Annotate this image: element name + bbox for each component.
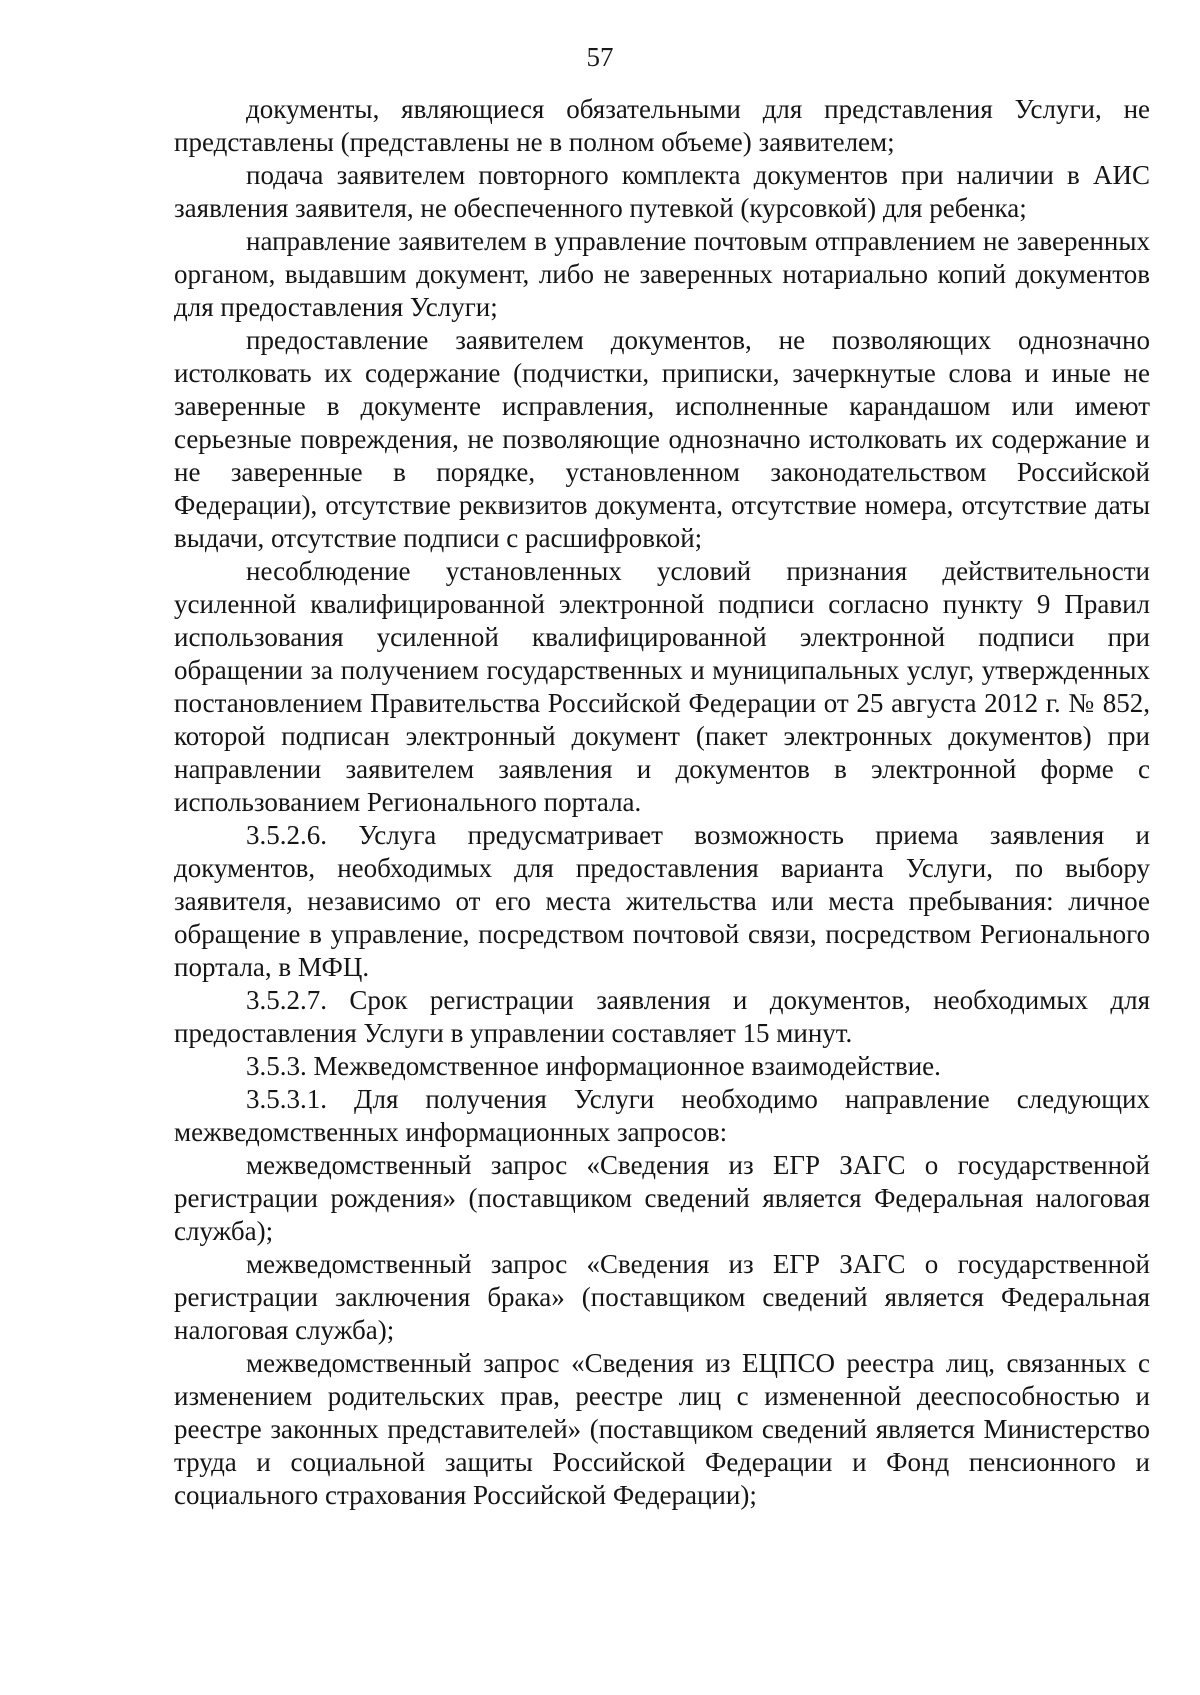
document-body: [174, 93, 1150, 1512]
paragraph: межведомственный запрос «Сведения из ЕЦПСО реестра лиц, связанных с изменением родительских прав, реестре лиц с измененной дееспособностью и реестре законных представителей» (поставщиком сведений является Министерство труда и социальной защиты Российской Федерации и Фонд пенсионного и социального страхования Российской Федерации);: [174, 1348, 1150, 1510]
paragraph: 3.5.3.1. Для получения Услуги необходимо направление следующих межведомственных информационных запросов:: [174, 1084, 1150, 1147]
paragraph: 3.5.3. Межведомственное информационное взаимодействие.: [246, 1051, 941, 1081]
page-number: 57: [586, 42, 614, 72]
paragraph: 3.5.2.6. Услуга предусматривает возможность приема заявления и документов, необходимых для предоставления варианта Услуги, по выбору заявителя, независимо от его места жительства или места пребывания: личное обращение в управление, посредством почтовой связи, посредством Регионального портала, в МФЦ.: [174, 820, 1150, 982]
paragraph: подача заявителем повторного комплекта документов при наличии в АИС заявления заявителя, не обеспеченного путевкой (курсовкой) для ребенка;: [174, 160, 1150, 223]
paragraph: предоставление заявителем документов, не позволяющих однозначно истолковать их содержание (подчистки, приписки, зачеркнутые слова и иные не заверенные в документе исправления, исполненные карандашом или имеют серьезные повреждения, не позволяющие однозначно истолковать их содержание и не заверенные в порядке, установленном законодательством Российской Федерации), отсутствие реквизитов документа, отсутствие номера, отсутствие даты выдачи, отсутствие подписи с расшифровкой;: [174, 325, 1150, 553]
paragraph: межведомственный запрос «Сведения из ЕГР ЗАГС о государственной регистрации рождения» (поставщиком сведений является Федеральная налоговая служба);: [174, 1150, 1150, 1246]
paragraph: несоблюдение установленных условий признания действительности усиленной квалифицированной электронной подписи согласно пункту 9 Правил использования усиленной квалифицированной электронной подписи при обращении за получением государственных и муниципальных услуг, утвержденных постановлением Правительства Российской Федерации от 25 августа 2012 г. № 852, которой подписан электронный документ (пакет электронных документов) при направлении заявителем заявления и документов в электронной форме с использованием Регионального портала.: [174, 556, 1150, 817]
paragraph: направление заявителем в управление почтовым отправлением не заверенных органом, выдавшим документ, либо не заверенных нотариально копий документов для предоставления Услуги;: [174, 226, 1150, 322]
paragraph: документы, являющиеся обязательными для представления Услуги, не представлены (представлены не в полном объеме) заявителем;: [174, 94, 1150, 157]
paragraph: 3.5.2.7. Срок регистрации заявления и документов, необходимых для предоставления Услуги в управлении составляет 15 минут.: [174, 985, 1150, 1048]
paragraph: межведомственный запрос «Сведения из ЕГР ЗАГС о государственной регистрации заключения брака» (поставщиком сведений является Федеральная налоговая служба);: [174, 1249, 1150, 1345]
